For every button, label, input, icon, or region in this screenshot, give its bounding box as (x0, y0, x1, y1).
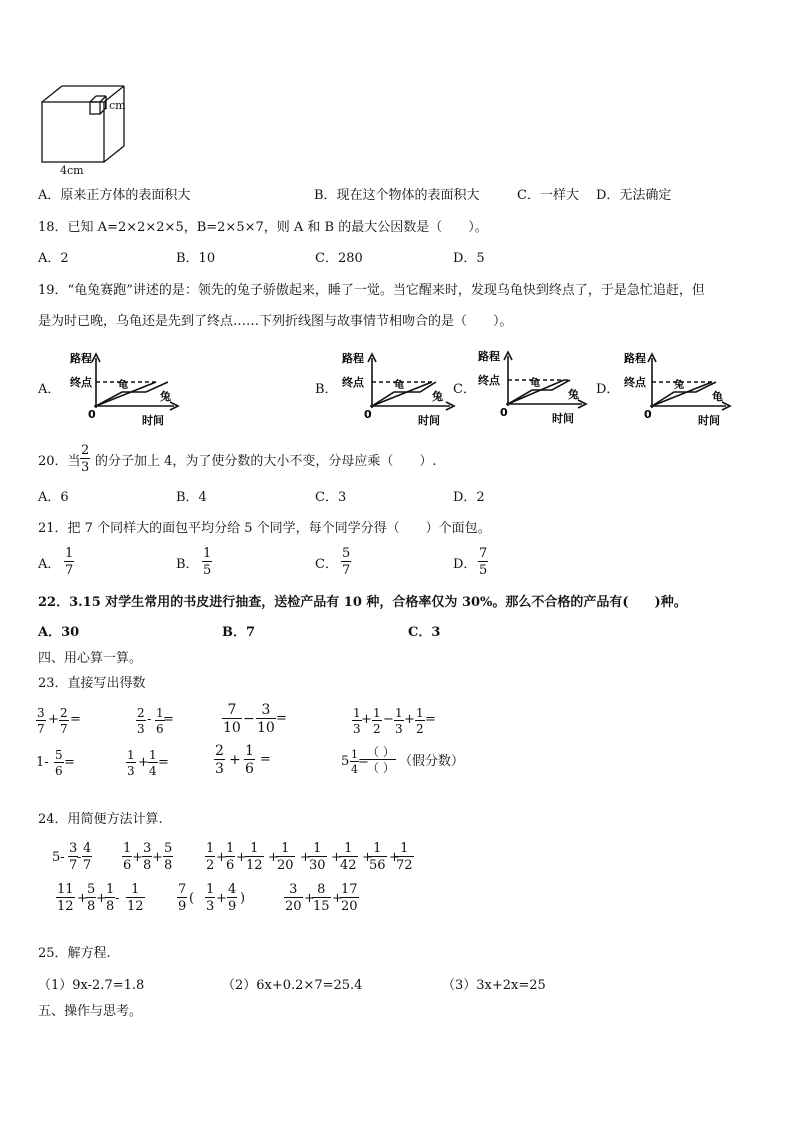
q24-f12: $\frac{1}{56}$ (369, 841, 386, 873)
q23-op: + (48, 712, 59, 727)
q19-graph-a (60, 348, 190, 428)
q24-op: + (77, 891, 88, 906)
q19-c-turtle: 龟 (530, 378, 540, 389)
q20-option-d: D．2 (453, 490, 485, 505)
q24-op: + (362, 850, 373, 865)
q23-f9: $\frac{1}{3}$ (395, 706, 403, 736)
q23-f2: $\frac{2}{7}$ (60, 706, 68, 736)
q23-improper-note: （假分数） (399, 754, 465, 769)
q23-f8: $\frac{1}{2}$ (373, 706, 381, 736)
q23-op: - (147, 712, 152, 727)
q24-op: + (332, 891, 343, 906)
q24-op: + (331, 850, 342, 865)
cube-figure (38, 82, 138, 177)
q24-op: - (77, 850, 82, 865)
q23-eq: = (158, 755, 169, 770)
q24-f11: $\frac{1}{42}$ (340, 841, 357, 873)
q24-f21: $\frac{3}{20}$ (285, 882, 302, 914)
q19-c-origin: 0 (500, 406, 508, 419)
q19-b-end-label: 终点 (342, 376, 364, 389)
q23-f14: $\frac{2}{3}$ (215, 743, 224, 777)
q21-letter-c: C． (315, 557, 338, 572)
q19-letter-b: B． (315, 382, 338, 397)
q21-fraction-b: $\frac{1}{5}$ (203, 546, 212, 578)
q21-stem: 21．把 7 个同样大的面包平均分给 5 个同学，每个同学分得（ ）个面包。 (38, 521, 491, 536)
q19-a-rabbit: 兔 (160, 390, 171, 403)
q23-eq: = (425, 712, 436, 727)
q23-title: 23．直接写出得数 (38, 676, 146, 691)
q19-a-y-label: 路程 (70, 352, 92, 365)
q23-f10: $\frac{1}{2}$ (416, 706, 424, 736)
q24-op: + (152, 850, 163, 865)
q17-option-c: C．一样大 (517, 188, 579, 203)
q18-option-d: D．5 (453, 251, 485, 266)
q21-letter-d: D． (453, 557, 477, 572)
q21-fraction-d: $\frac{7}{5}$ (479, 546, 488, 578)
q22-option-b: B．7 (222, 625, 256, 640)
q24-f3: $\frac{1}{6}$ (123, 841, 132, 873)
q24-f19: $\frac{1}{3}$ (206, 882, 215, 914)
q24-op: + (216, 850, 227, 865)
q23-op: − (243, 711, 255, 727)
q19-stem-line1: 19．“龟兔赛跑”讲述的是：领先的兔子骄傲起来，睡了一觉。当它醒来时，发现乌龟快到终点了，于是急忙追赶，但 (38, 283, 705, 298)
q24-op: - (115, 891, 120, 906)
q19-d-rabbit: 兔 (674, 380, 684, 391)
section-5-heading: 五、操作与思考。 (38, 1004, 143, 1019)
q24-op: + (300, 850, 311, 865)
q24-title: 24．用简便方法计算. (38, 812, 163, 827)
q23-f4: $\frac{1}{6}$ (156, 706, 164, 736)
q19-a-end-label: 终点 (70, 376, 92, 389)
q19-a-turtle: 龟 (118, 380, 128, 391)
q24-op: + (216, 891, 227, 906)
q24-f7: $\frac{1}{6}$ (226, 841, 235, 873)
q22-stem: 22．3.15 对学生常用的书皮进行抽查，送检产品有 10 种，合格率仅为 30%。那么不合格的产品有( )种。 (38, 595, 687, 610)
q21-fraction-c: $\frac{5}{7}$ (342, 546, 351, 578)
q19-a-x-label: 时间 (142, 414, 164, 427)
q17-option-b: B．现在这个物体的表面积大 (314, 188, 480, 203)
q23-whole: 5 (341, 754, 350, 769)
q18-option-b: B．10 (176, 251, 216, 266)
q19-c-rabbit: 兔 (568, 388, 579, 401)
q23-eq: = (70, 712, 81, 727)
q20-option-a: A．6 (38, 490, 69, 505)
q24-f16: $\frac{1}{8}$ (106, 882, 115, 914)
q24-op: + (268, 850, 279, 865)
q19-c-x-label: 时间 (552, 412, 574, 425)
q19-a-origin: 0 (88, 408, 96, 421)
q19-d-turtle: 龟 (712, 390, 723, 403)
q23-f3: $\frac{2}{3}$ (137, 706, 145, 736)
q24-f2: $\frac{4}{7}$ (83, 841, 92, 873)
q24-f15: $\frac{5}{8}$ (87, 882, 96, 914)
q19-c-y-label: 路程 (478, 350, 500, 363)
q19-b-turtle: 龟 (394, 380, 404, 391)
q24-f6: $\frac{1}{2}$ (206, 841, 215, 873)
q23-f12: $\frac{1}{3}$ (127, 748, 135, 778)
q17-option-d: D．无法确定 (596, 188, 672, 203)
q17-option-a: A．原来正方体的表面积大 (38, 188, 191, 203)
q19-d-y-label: 路程 (624, 352, 646, 365)
q23-f5: $\frac{7}{10}$ (223, 702, 241, 736)
q23-f15: $\frac{1}{6}$ (245, 743, 254, 777)
q20-suffix: 的分子加上 4，为了使分数的大小不变，分母应乘（ ）. (95, 454, 437, 469)
q25-equation-3: （3）3x+2x=25 (442, 978, 546, 993)
q19-b-origin: 0 (364, 408, 372, 421)
q22-option-c: C．3 (408, 625, 441, 640)
q24-f10: $\frac{1}{30}$ (309, 841, 326, 873)
q24-f5: $\frac{5}{8}$ (164, 841, 173, 873)
q23-eq: = (276, 711, 287, 726)
q20-option-c: C．3 (315, 490, 347, 505)
q23-op: + (361, 712, 372, 727)
q23-eq: = (163, 712, 174, 727)
q18-option-c: C．280 (315, 251, 363, 266)
q22-option-a: A．30 (38, 625, 80, 640)
q21-letter-b: B． (176, 557, 199, 572)
q24-op: + (389, 850, 400, 865)
q23-op: 1- (36, 755, 49, 770)
q20-fraction: $\frac{2}{3}$ (81, 443, 90, 475)
q18-stem: 18．已知 A=2×2×2×5，B=2×5×7，则 A 和 B 的最大公因数是（ ）。 (38, 220, 488, 235)
q24-f1: $\frac{3}{7}$ (69, 841, 78, 873)
q24-op: ( (189, 891, 195, 906)
q23-f1: $\frac{3}{7}$ (37, 706, 45, 736)
q19-graph-b (336, 348, 466, 428)
q25-title: 25．解方程. (38, 946, 111, 961)
q19-letter-c: C． (453, 382, 476, 397)
q19-graph-d (616, 348, 740, 428)
q23-eq: = (64, 755, 75, 770)
q19-letter-d: D． (596, 382, 620, 397)
q21-fraction-a: $\frac{1}{7}$ (65, 546, 74, 578)
q24-op: + (96, 891, 107, 906)
q19-d-end-label: 终点 (624, 376, 646, 389)
q20-option-b: B．4 (176, 490, 207, 505)
q19-b-rabbit: 兔 (432, 390, 443, 403)
q24-f22: $\frac{8}{15}$ (313, 882, 330, 914)
q18-option-a: A．2 (38, 251, 69, 266)
q24-f18: $\frac{7}{9}$ (178, 882, 187, 914)
q19-c-end-label: 终点 (478, 374, 500, 387)
q24-f20: $\frac{4}{9}$ (228, 882, 237, 914)
q23-f7: $\frac{1}{3}$ (353, 706, 361, 736)
q24-op: + (304, 891, 315, 906)
q23-eq: = (358, 754, 369, 769)
q24-op: + (236, 850, 247, 865)
q24-f9: $\frac{1}{20}$ (277, 841, 294, 873)
q23-op: + (229, 752, 241, 768)
q19-graph-c (472, 346, 596, 426)
cube-small-label: 1cm (102, 99, 126, 112)
q23-op: + (404, 712, 415, 727)
q24-f8: $\frac{1}{12}$ (246, 841, 263, 873)
q19-b-y-label: 路程 (342, 352, 364, 365)
q23-op: + (138, 755, 149, 770)
q24-f14: $\frac{11}{12}$ (57, 882, 74, 914)
q24-f23: $\frac{17}{20}$ (341, 882, 358, 914)
q24-f17: $\frac{1}{12}$ (127, 882, 144, 914)
q20-prefix: 20．当 (38, 454, 81, 469)
q24-f4: $\frac{3}{8}$ (143, 841, 152, 873)
q19-letter-a: A． (38, 382, 61, 397)
cube-side-label: 4cm (60, 164, 84, 177)
q19-b-x-label: 时间 (418, 414, 440, 427)
q24-f13: $\frac{1}{72}$ (396, 841, 413, 873)
q23-answer-blank[interactable]: （ ） （ ） (367, 745, 395, 775)
q23-op: − (383, 712, 394, 727)
q25-equation-1: （1）9x-2.7=1.8 (38, 978, 145, 993)
q25-equation-2: （2）6x+0.2×7=25.4 (222, 978, 363, 993)
q24-op: 5- (52, 850, 65, 865)
q23-eq: = (260, 752, 271, 767)
q23-f16: $\frac{1}{4}$ (351, 748, 358, 776)
q24-op: + (132, 850, 143, 865)
q23-f6: $\frac{3}{10}$ (257, 702, 275, 736)
q19-d-origin: 0 (644, 408, 652, 421)
q23-f13: $\frac{1}{4}$ (149, 748, 157, 778)
q21-letter-a: A． (38, 557, 61, 572)
q19-stem-line2: 是为时已晚，乌龟还是先到了终点……下列折线图与故事情节相吻合的是（ ）。 (38, 314, 513, 329)
section-4-heading: 四、用心算一算。 (38, 651, 143, 666)
q23-f11: $\frac{5}{6}$ (55, 748, 63, 778)
q24-op: ) (240, 891, 246, 906)
q19-d-x-label: 时间 (698, 414, 720, 427)
